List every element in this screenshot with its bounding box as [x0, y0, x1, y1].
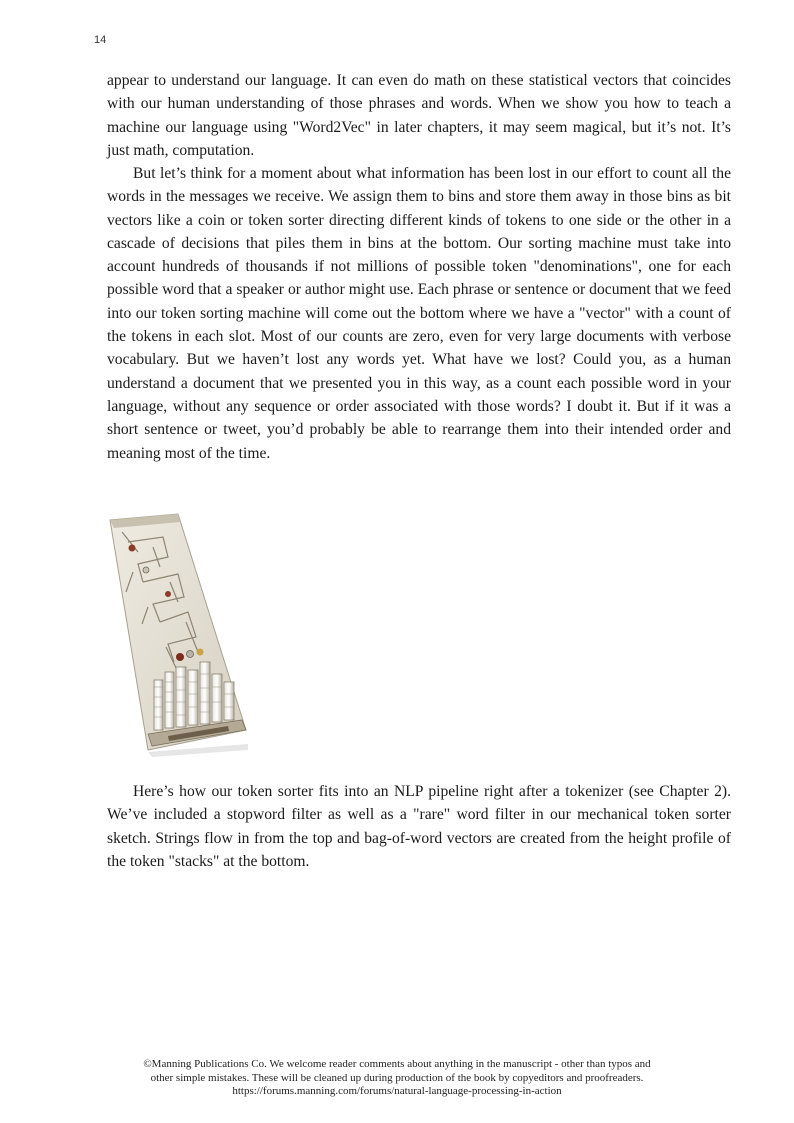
- coin-sorter-illustration: [108, 512, 253, 757]
- paragraph-2: But let’s think for a moment about what information has been lost in our effort to count all the words in the messages we receive. We assign them to bins and store them away in those bins as bit vectors like a coin or token sorter directing different kinds of tokens to one side or the other in a cascade of decisions that piles them in bins at the bottom. Our sorting machine must take into account hundreds of thousands if not millions of possible token "denominations", one for each possible word that a speaker or author might use. Each phrase or sentence or document that we feed into our token sorting machine will come out the bottom where we have a "vector" with a count of the tokens in each slot. Most of our counts are zero, even for very large documents with verbose vocabulary. But we haven’t lost any words yet. What have we lost? Could you, as a human understand a document that we presented you in this way, as a count each possible word in your language, without any sequence or order associated with those words? I doubt it. But if it was a short sentence or tweet, you’d probably be able to rearrange them into their intended order and meaning most of the time.: [107, 165, 731, 462]
- footer-note-line: other simple mistakes. These will be cleaned up during production of the book by copyeditors and proofreaders.: [150, 1071, 644, 1084]
- footer-forum-link[interactable]: https://forums.manning.com/forums/natural-language-processing-in-action: [232, 1085, 562, 1097]
- coin-sorter-photo: [108, 512, 253, 757]
- footer-copyright-line: ©Manning Publications Co. We welcome reader comments about anything in the manuscript - other than typos and: [143, 1058, 651, 1070]
- page-number: 14: [94, 34, 107, 46]
- footer: [100, 1058, 694, 1099]
- paragraph-1: appear to understand our language. It can even do math on these statistical vectors that coincides with our human understanding of those phrases and words. When we show you how to teach a machine our language using "Word2Vec" in later chapters, it may seem magical, but it’s not. It’s just math, computation.: [107, 72, 731, 159]
- paragraph-3: Here’s how our token sorter fits into an NLP pipeline right after a tokenizer (see Chapter 2). We’ve included a stopword filter as well as a "rare" word filter in our mechanical token sorter sketch. Strings flow in from the top and bag-of-word vectors are created from the height profile of the token "stacks" at the bottom.: [107, 783, 731, 870]
